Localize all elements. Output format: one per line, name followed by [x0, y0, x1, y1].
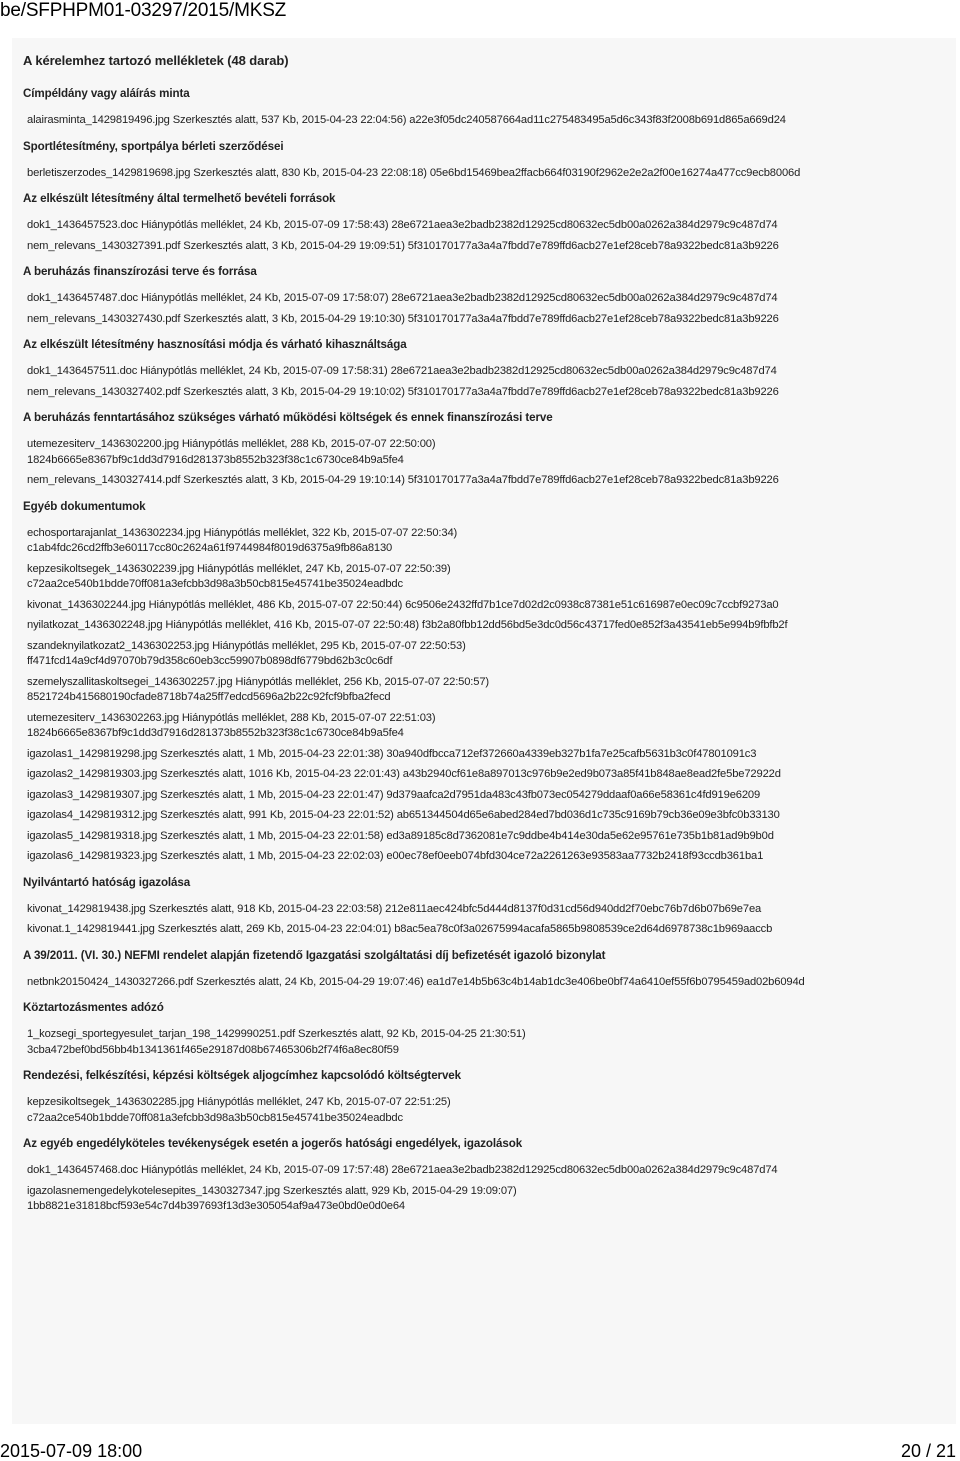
section-title: A 39/2011. (VI. 30.) NEFMI rendelet alapján fizetendő Igazgatási szolgáltatási díj befizetését igazoló bizonylat: [23, 948, 606, 962]
section-title: A beruházás finanszírozási terve és forrása: [23, 265, 257, 278]
footer-page-number: 20 / 21: [900, 1441, 956, 1461]
attachment-section: [12, 942, 956, 991]
attachment-file-entry: dok1_1436457487.doc Hiánypótlás melléklet, 24 Kb, 2015-07-09 17:58:07) 28e6721aea3e2badb2382d12925cd80632ec5db00a0262a384d2979c9c487d74: [27, 292, 778, 304]
section-title: A beruházás fenntartásához szükséges várható működési költségek és ennek finanszírozási terve: [23, 411, 553, 424]
attachment-file-entry: igazolas5_1429819318.jpg Szerkesztés alatt, 1 Mb, 2015-04-23 22:01:58) ed3a89185c8d7362081e7c9ddbe4b414e30da5e62e95761e735b1b81ad9b9b0d: [27, 829, 774, 842]
attachment-section: [12, 994, 956, 1058]
section-title: Köztartozásmentes adózó: [23, 1001, 164, 1014]
section-title: Sportlétesítmény, sportpálya bérleti szerződései: [23, 139, 284, 153]
attachment-file-entry: nem_relevans_1430327414.pdf Szerkesztés alatt, 3 Kb, 2015-04-29 19:10:14) 5f310170177a3a4a7fbdd7e789ffd6acb27e1ef28ceb78a9322bedc81a3b9226: [27, 474, 779, 486]
attachment-section: [12, 133, 956, 182]
section-title: Az egyéb engedélyköteles tevékenységek esetén a jogerős hatósági engedélyek, igazolások: [23, 1137, 523, 1150]
attachment-section: [12, 493, 956, 865]
attachment-file-entry: kepzesikoltsegek_1436302285.jpg Hiánypótlás melléklet, 247 Kb, 2015-07-07 22:51:25) c72aa2ce540b1bdde70ff081a3efcbb3d98a3b50cb815e45741be35024eadbdc: [27, 1096, 451, 1124]
section-title: Rendezési, felkészítési, képzési költségek aljogcímhez kapcsolódó költségtervek: [23, 1069, 461, 1082]
section-title: Egyéb dokumentumok: [23, 499, 146, 513]
attachment-file-entry: dok1_1436457468.doc Hiánypótlás melléklet, 24 Kb, 2015-07-09 17:57:48) 28e6721aea3e2badb2382d12925cd80632ec5db00a0262a384d2979c9c487d74: [27, 1164, 778, 1176]
attachment-file-entry: igazolasnemengedelykotelesepites_1430327347.jpg Szerkesztés alatt, 929 Kb, 2015-04-29 19:09:07) 1bb8821e31818bcf593e54c7d4b397693f13d3e305054af9a473e0bd0e0d0e64: [27, 1184, 517, 1212]
attachment-file-entry: kivonat.1_1429819441.jpg Szerkesztés alatt, 269 Kb, 2015-04-23 22:04:01) b8ac5ea78c0f3a02675994acafa5865b9808539ce2d64d6978738c1b969aaccb: [27, 923, 773, 935]
attachment-file-entry: dok1_1436457523.doc Hiánypótlás melléklet, 24 Kb, 2015-07-09 17:58:43) 28e6721aea3e2badb2382d12925cd80632ec5db00a0262a384d2979c9c487d74: [27, 219, 778, 231]
footer-date: 2015-07-09 18:00: [0, 1441, 143, 1461]
section-title: Címpéldány vagy aláírás minta: [23, 87, 190, 100]
attachment-section: [12, 1130, 956, 1215]
section-title: Nyilvántartó hatóság igazolása: [23, 875, 191, 889]
attachment-file-entry: kivonat_1429819438.jpg Szerkesztés alatt, 918 Kb, 2015-04-23 22:03:58) 212e811aec424bfc5d444d8137f0d31cd56d940dd2f70ebc76b7d6b07b69e7ea: [27, 902, 762, 915]
attachment-file-entry: nem_relevans_1430327391.pdf Szerkesztés alatt, 3 Kb, 2015-04-29 19:09:51) 5f310170177a3a4a7fbdd7e789ffd6acb27e1ef28ceb78a9322bedc81a3b9226: [27, 239, 779, 252]
attachment-file-entry: igazolas4_1429819312.jpg Szerkesztés alatt, 991 Kb, 2015-04-23 22:01:52) ab651344504d65e6abed284ed7bd036d1c735c9169b79cb36e09e3bfc0b33130: [27, 809, 780, 821]
attachment-file-entry: szemelyszallitaskoltsegei_1436302257.jpg Hiánypótlás melléklet, 256 Kb, 2015-07-07 22:50:57) 8521724b415680190cfade8718b74a25ff7edcd5696a2b22c92fcf9bfba2fecd: [27, 675, 489, 703]
attachment-file-entry: kepzesikoltsegek_1436302239.jpg Hiánypótlás melléklet, 247 Kb, 2015-07-07 22:50:39) c72aa2ce540b1bdde70ff081a3efcbb3d98a3b50cb815e45741be35024eadbdc: [27, 562, 451, 590]
attachment-file-entry: utemezesiterv_1436302263.jpg Hiánypótlás melléklet, 288 Kb, 2015-07-07 22:51:03) 1824b6665e8367bf9c1dd3d7916d281373b8552b323f38c1c6730ce84b9a5fe4: [27, 711, 436, 739]
attachment-section: [12, 404, 956, 489]
attachment-file-entry: nem_relevans_1430327402.pdf Szerkesztés alatt, 3 Kb, 2015-04-29 19:10:02) 5f310170177a3a4a7fbdd7e789ffd6acb27e1ef28ceb78a9322bedc81a3b9226: [27, 385, 779, 398]
attachment-sections: [12, 80, 956, 1215]
attachment-section: [12, 331, 956, 400]
attachment-section: [12, 1062, 956, 1126]
attachment-file-entry: igazolas6_1429819323.jpg Szerkesztés alatt, 1 Mb, 2015-04-23 22:02:03) e00ec78ef0eeb074bfd304ce72a2261263e93583aa7732b2418f93ccdb361ba1: [27, 850, 764, 862]
attachment-file-entry: echosportarajanlat_1436302234.jpg Hiánypótlás melléklet, 322 Kb, 2015-07-07 22:50:34) c1ab4fdc26cd2ffb3e60117cc80c2624a61f9744984f8019d6375a9fb86a8130: [27, 526, 458, 554]
section-title: Az elkészült létesítmény által termelhető bevételi források: [23, 192, 336, 205]
attachment-file-entry: igazolas1_1429819298.jpg Szerkesztés alatt, 1 Mb, 2015-04-23 22:01:38) 30a940dfbcca712ef372660a4339eb327b1fa7e25cafb5631b3c0f47801091c3: [27, 747, 757, 760]
attachment-file-entry: 1_kozsegi_sportegyesulet_tarjan_198_1429990251.pdf Szerkesztés alatt, 92 Kb, 2015-04-25 21:30:51) 3cba472bef0bd56bb4b1341361f465e29187d08b67465306b2f74f6a8ec80f59: [27, 1028, 526, 1056]
attachment-file-entry: nyilatkozat_1436302248.jpg Hiánypótlás melléklet, 416 Kb, 2015-07-07 22:50:48) f3b2a80fbb12dd56bd5e3dc0d56c43717fed0e852f3a43541eb5e994b9fbfb2f: [27, 619, 788, 631]
attachment-file-entry: szandeknyilatkozat2_1436302253.jpg Hiánypótlás melléklet, 295 Kb, 2015-07-07 22:50:53) ff471fcd14a9cf4d97070b79d358c60eb3cc59907b0898df6779bd62b3c0c6df: [27, 639, 466, 667]
attachment-file-entry: utemezesiterv_1436302200.jpg Hiánypótlás melléklet, 288 Kb, 2015-07-07 22:50:00) 1824b6665e8367bf9c1dd3d7916d281373b8552b323f38c1c6730ce84b9a5fe4: [27, 438, 436, 466]
attachment-file-entry: kivonat_1436302244.jpg Hiánypótlás melléklet, 486 Kb, 2015-07-07 22:50:44) 6c9506e2432ffd7b1ce7d02d2c0938c87381e51c616987e0ec09c7ccbf9273a0: [27, 598, 779, 611]
attachment-file-entry: nem_relevans_1430327430.pdf Szerkesztés alatt, 3 Kb, 2015-04-29 19:10:30) 5f310170177a3a4a7fbdd7e789ffd6acb27e1ef28ceb78a9322bedc81a3b9226: [27, 312, 779, 325]
attachment-file-entry: igazolas3_1429819307.jpg Szerkesztés alatt, 1 Mb, 2015-04-23 22:01:47) 9d379aafca2d7951da483c43fb073ec054279ddaaf0a66e58361c4fd919e6209: [27, 788, 761, 801]
document-id-header: be/SFPHPM01-03297/2015/MKSZ: [0, 0, 287, 21]
attachment-file-entry: igazolas2_1429819303.jpg Szerkesztés alatt, 1016 Kb, 2015-04-23 22:01:43) a43b2940cf61e8a897013c976b9e2ed9b073a85f41b848ae8ead2fe5be72922d: [27, 768, 781, 780]
attachments-title: A kérelemhez tartozó mellékletek (48 darab): [23, 53, 289, 68]
attachment-section: [12, 185, 956, 254]
attachment-file-entry: dok1_1436457511.doc Hiánypótlás melléklet, 24 Kb, 2015-07-09 17:58:31) 28e6721aea3e2badb2382d12925cd80632ec5db00a0262a384d2979c9c487d74: [27, 365, 777, 377]
attachment-file-entry: berletiszerzodes_1429819698.jpg Szerkesztés alatt, 830 Kb, 2015-04-23 22:08:18) 05e6bd15469bea2ffacb664f03190f2962e2e2a2f00e16274a477cc9ecb8006d: [27, 166, 801, 179]
attachment-section: [12, 869, 956, 938]
attachment-section: [12, 258, 956, 327]
section-title: Az elkészült létesítmény hasznosítási módja és várható kihasználtsága: [23, 338, 407, 351]
attachment-file-entry: netbnk20150424_1430327266.pdf Szerkesztés alatt, 24 Kb, 2015-04-29 19:07:46) ea1d7e14b5b63c4b14ab1dc3e406be0bf74a6410ef55f6b0795459ad02b6094d: [27, 975, 805, 988]
attachment-section: [12, 80, 956, 129]
attachments-list: [12, 42, 956, 1219]
attachment-file-entry: alairasminta_1429819496.jpg Szerkesztés alatt, 537 Kb, 2015-04-23 22:04:56) a22e3f05dc240587664ad11c275483495a5d6c343f83f2008b691d865a669d24: [27, 114, 786, 126]
